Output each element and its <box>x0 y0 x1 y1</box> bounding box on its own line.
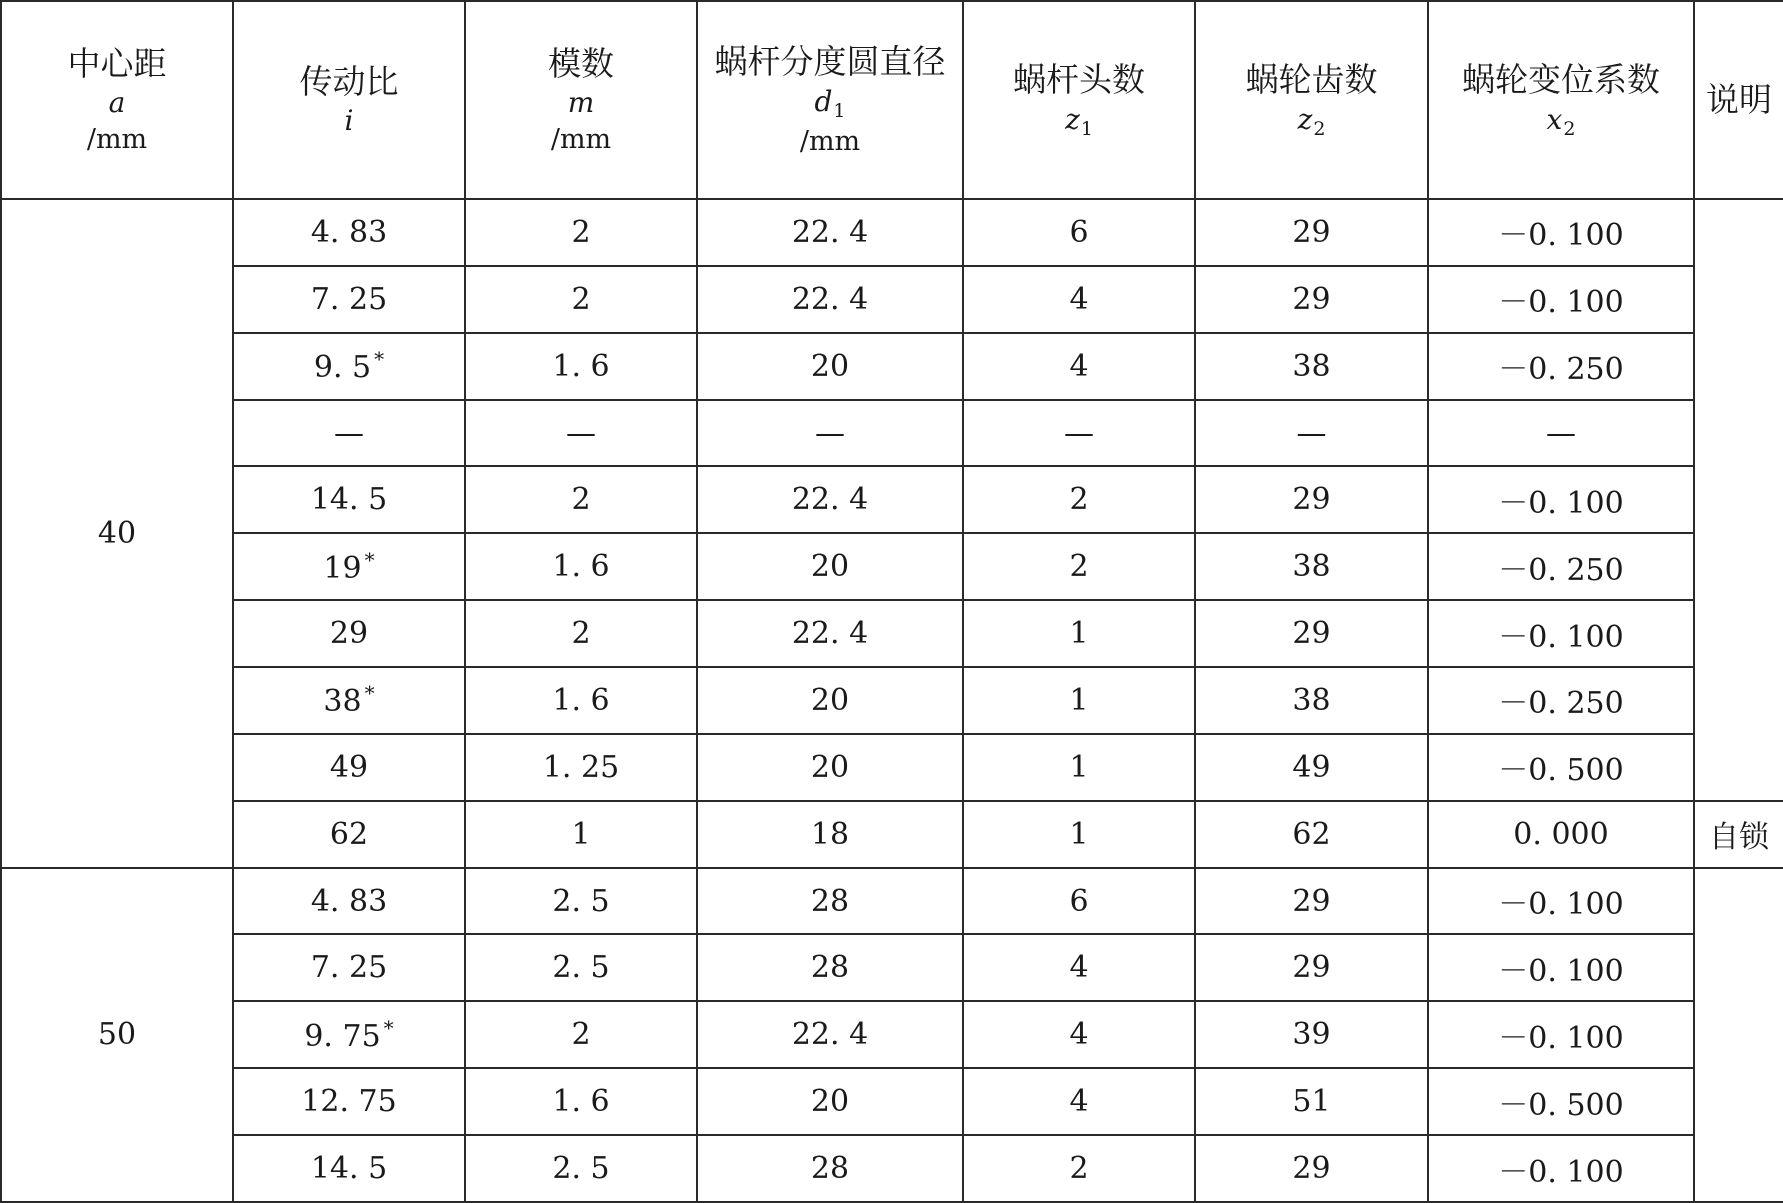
ratio-cell <box>233 934 465 1001</box>
remarks-cell: 自锁 <box>1694 801 1783 868</box>
shift-coefficient-cell: －0. 100 <box>1428 868 1694 935</box>
ratio-value: 14. 5 <box>310 482 388 518</box>
worm-starts-cell: 1 <box>963 600 1195 667</box>
wheel-teeth-cell: 49 <box>1195 734 1428 801</box>
module-cell: 1. 25 <box>465 734 697 801</box>
wheel-teeth-cell: 29 <box>1195 199 1428 266</box>
worm-starts-cell: 4 <box>963 934 1195 1001</box>
ratio-value: 38 <box>323 684 362 720</box>
module-cell: 1. 6 <box>465 667 697 734</box>
header-symbol <box>234 103 464 140</box>
header-symbol-subscript: 1 <box>833 99 846 122</box>
header-module <box>465 1 697 199</box>
ratio-cell <box>233 466 465 533</box>
header-worm-starts <box>963 1 1195 199</box>
pitch-diameter-cell: 20 <box>697 1068 963 1135</box>
pitch-diameter-cell: 28 <box>697 934 963 1001</box>
wheel-teeth-cell: 29 <box>1195 266 1428 333</box>
center-distance-cell: 40 <box>1 199 233 868</box>
wheel-teeth-cell: 38 <box>1195 667 1428 734</box>
worm-starts-cell: 6 <box>963 199 1195 266</box>
module-cell: 2 <box>465 1001 697 1068</box>
wheel-teeth-cell: 29 <box>1195 934 1428 1001</box>
worm-starts-cell: 4 <box>963 333 1195 400</box>
header-symbol-letter: d <box>814 84 833 118</box>
header-symbol-subscript: 2 <box>1563 117 1576 140</box>
shift-coefficient-cell: －0. 500 <box>1428 734 1694 801</box>
ratio-value: 9. 75 <box>304 1018 381 1054</box>
ratio-cell <box>233 868 465 935</box>
ratio-cell <box>233 734 465 801</box>
table-row <box>1 333 1783 400</box>
worm-starts-cell: 1 <box>963 801 1195 868</box>
header-unit: /mm <box>550 124 612 156</box>
header-symbol <box>2 85 232 122</box>
shift-coefficient-cell: 0. 000 <box>1428 801 1694 868</box>
header-symbol-letter: z <box>1297 102 1313 136</box>
pitch-diameter-cell: 18 <box>697 801 963 868</box>
preferred-mark: * <box>364 547 375 572</box>
ratio-cell <box>233 1068 465 1135</box>
module-cell: 1. 6 <box>465 333 697 400</box>
ratio-value: 4. 83 <box>310 214 388 250</box>
remarks-cell <box>1694 868 1783 1202</box>
wheel-teeth-cell: 29 <box>1195 1135 1428 1202</box>
worm-starts-cell: 1 <box>963 734 1195 801</box>
worm-starts-cell: 4 <box>963 266 1195 333</box>
shift-coefficient-cell: －0. 100 <box>1428 1135 1694 1202</box>
shift-coefficient-cell: －0. 250 <box>1428 533 1694 600</box>
header-label: 蜗杆头数 <box>1013 60 1145 100</box>
module-cell: 2 <box>465 199 697 266</box>
table-row <box>1 533 1783 600</box>
worm-starts-cell: 4 <box>963 1068 1195 1135</box>
module-cell: 2. 5 <box>465 934 697 1001</box>
header-symbol <box>964 102 1194 142</box>
wheel-teeth-cell: 38 <box>1195 533 1428 600</box>
header-label: 模数 <box>548 43 614 83</box>
center-distance-cell: 50 <box>1 868 233 1202</box>
header-label: 蜗轮变位系数 <box>1462 60 1660 100</box>
pitch-diameter-cell: 22. 4 <box>697 199 963 266</box>
wheel-teeth-cell: 29 <box>1195 868 1428 935</box>
table-row <box>1 868 1783 935</box>
table-row <box>1 600 1783 667</box>
header-symbol-letter: m <box>567 86 595 120</box>
wheel-teeth-cell: 29 <box>1195 600 1428 667</box>
table-row <box>1 266 1783 333</box>
shift-coefficient-cell: — <box>1428 400 1694 467</box>
shift-coefficient-cell: －0. 250 <box>1428 333 1694 400</box>
ratio-value: 29 <box>329 616 369 652</box>
pitch-diameter-cell: 20 <box>697 333 963 400</box>
header-worm-wheel-shift-coefficient <box>1428 1 1694 199</box>
header-label: 中心距 <box>67 43 167 83</box>
worm-starts-cell: 2 <box>963 533 1195 600</box>
header-worm-pitch-diameter <box>697 1 963 199</box>
pitch-diameter-cell: 20 <box>697 533 963 600</box>
worm-starts-cell: 2 <box>963 1135 1195 1202</box>
table-row <box>1 1135 1783 1202</box>
ratio-cell <box>233 600 465 667</box>
wheel-teeth-cell: — <box>1195 400 1428 467</box>
header-symbol-subscript: 2 <box>1313 117 1326 140</box>
wheel-teeth-cell: 62 <box>1195 801 1428 868</box>
header-symbol <box>1196 102 1427 142</box>
header-symbol <box>466 85 696 122</box>
table-row <box>1 466 1783 533</box>
table-body <box>1 199 1783 1202</box>
ratio-value: 49 <box>329 749 369 785</box>
ratio-value: — <box>334 415 364 451</box>
pitch-diameter-cell: 22. 4 <box>697 600 963 667</box>
header-label: 传动比 <box>299 61 399 101</box>
module-cell: 1 <box>465 801 697 868</box>
pitch-diameter-cell: 28 <box>697 1135 963 1202</box>
ratio-value: 7. 25 <box>310 950 388 986</box>
module-cell: 2 <box>465 266 697 333</box>
table-row <box>1 1068 1783 1135</box>
pitch-diameter-cell: 20 <box>697 734 963 801</box>
ratio-value: 7. 25 <box>310 281 388 317</box>
remarks-cell <box>1694 199 1783 801</box>
header-row <box>1 1 1783 199</box>
module-cell: 2 <box>465 466 697 533</box>
header-symbol-subscript: 1 <box>1080 117 1093 140</box>
wheel-teeth-cell: 38 <box>1195 333 1428 400</box>
header-label: 说明 <box>1706 80 1772 120</box>
table-row <box>1 1001 1783 1068</box>
header-symbol-letter: a <box>108 86 126 120</box>
table-row <box>1 734 1783 801</box>
header-symbol <box>698 84 962 124</box>
header-symbol-letter: z <box>1065 102 1080 136</box>
ratio-value: 9. 5 <box>313 350 372 386</box>
ratio-cell <box>233 266 465 333</box>
ratio-cell <box>233 801 465 868</box>
pitch-diameter-cell: 22. 4 <box>697 1001 963 1068</box>
ratio-cell <box>233 400 465 467</box>
ratio-value: 62 <box>329 816 369 852</box>
pitch-diameter-cell: 28 <box>697 868 963 935</box>
header-symbol-letter: i <box>344 104 354 138</box>
shift-coefficient-cell: －0. 100 <box>1428 934 1694 1001</box>
worm-starts-cell: 4 <box>963 1001 1195 1068</box>
shift-coefficient-cell: －0. 100 <box>1428 600 1694 667</box>
module-cell: 1. 6 <box>465 1068 697 1135</box>
table-row <box>1 801 1783 868</box>
header-transmission-ratio <box>233 1 465 199</box>
pitch-diameter-cell: 22. 4 <box>697 266 963 333</box>
table-row <box>1 667 1783 734</box>
ratio-cell <box>233 533 465 600</box>
shift-coefficient-cell: －0. 100 <box>1428 466 1694 533</box>
shift-coefficient-cell: －0. 250 <box>1428 667 1694 734</box>
worm-starts-cell: — <box>963 400 1195 467</box>
pitch-diameter-cell: — <box>697 400 963 467</box>
header-unit: /mm <box>799 126 861 157</box>
table-row <box>1 199 1783 266</box>
ratio-value: 4. 83 <box>310 883 388 919</box>
ratio-cell <box>233 667 465 734</box>
header-symbol-letter: x <box>1546 102 1563 136</box>
table-row <box>1 400 1783 467</box>
ratio-cell <box>233 1001 465 1068</box>
preferred-mark: * <box>364 681 375 706</box>
header-label: 蜗轮齿数 <box>1245 60 1378 100</box>
module-cell: 2. 5 <box>465 868 697 935</box>
wheel-teeth-cell: 29 <box>1195 466 1428 533</box>
header-remarks <box>1694 1 1783 199</box>
worm-starts-cell: 1 <box>963 667 1195 734</box>
module-cell: 2 <box>465 600 697 667</box>
header-unit: /mm <box>86 124 148 156</box>
ratio-value: 14. 5 <box>310 1151 388 1187</box>
pitch-diameter-cell: 22. 4 <box>697 466 963 533</box>
module-cell: — <box>465 400 697 467</box>
header-worm-wheel-teeth <box>1195 1 1428 199</box>
preferred-mark: * <box>374 347 385 372</box>
worm-starts-cell: 6 <box>963 868 1195 935</box>
pitch-diameter-cell: 20 <box>697 667 963 734</box>
shift-coefficient-cell: －0. 100 <box>1428 266 1694 333</box>
shift-coefficient-cell: －0. 100 <box>1428 199 1694 266</box>
worm-starts-cell: 2 <box>963 466 1195 533</box>
header-label: 蜗杆分度圆直径 <box>714 42 946 82</box>
wheel-teeth-cell: 39 <box>1195 1001 1428 1068</box>
shift-coefficient-cell: －0. 100 <box>1428 1001 1694 1068</box>
wheel-teeth-cell: 51 <box>1195 1068 1428 1135</box>
table-header <box>1 1 1783 199</box>
preferred-mark: * <box>383 1015 394 1040</box>
header-symbol <box>1429 102 1693 142</box>
header-center-distance <box>1 1 233 199</box>
ratio-cell <box>233 1135 465 1202</box>
ratio-cell <box>233 199 465 266</box>
table-row <box>1 934 1783 1001</box>
module-cell: 2. 5 <box>465 1135 697 1202</box>
module-cell: 1. 6 <box>465 533 697 600</box>
ratio-value: 19 <box>323 550 362 586</box>
shift-coefficient-cell: －0. 500 <box>1428 1068 1694 1135</box>
ratio-cell <box>233 333 465 400</box>
ratio-value: 12. 75 <box>301 1084 397 1120</box>
